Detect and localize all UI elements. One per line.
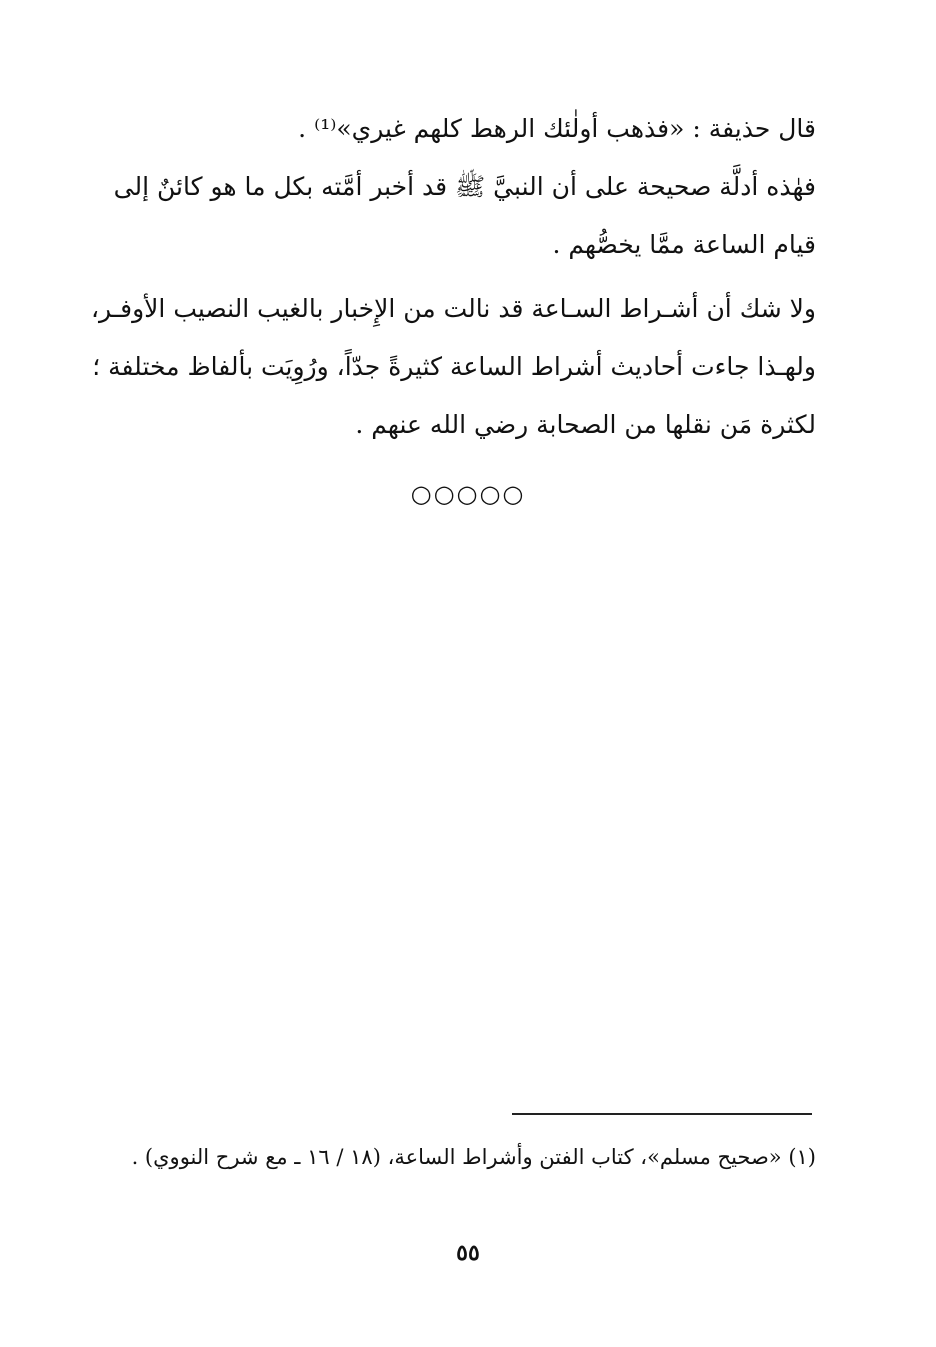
section-separator: ○○○○○ (410, 480, 526, 508)
paragraph-prophet-informed: فهٰذه أدلَّة صحيحة على أن النبيَّ ﷺ قد أخبر أمَّته بكل ما هو كائنٌ إلى قيام الساعة ممَّا يخصُّهم . (113, 172, 816, 259)
footnote: (١) «صحيح مسلم»، كتاب الفتن وأشراط الساعة، (١٨ / ١٦ ـ مع شرح النووي) . (131, 1145, 816, 1169)
footnote-divider (512, 1113, 812, 1115)
paragraph-hudhayfah-quote: قال حذيفة : «فذهب أولٰئك الرهط كلهم غيري»⁽¹⁾ . (298, 114, 816, 143)
page-number: ٥٥ (456, 1240, 480, 1266)
paragraph-signs-of-hour: ولا شك أن أشـراط السـاعة قد نالت من الإِخبار بالغيب النصيب الأوفـر، ولهـذا جاءت أحاديث أشراط الساعة كثيرةً جدّاً، ورُوِيَت بألفاظ مختلفة ؛ لكثرة مَن نقلها من الصحابة رضي الله عنهم . (90, 294, 816, 439)
